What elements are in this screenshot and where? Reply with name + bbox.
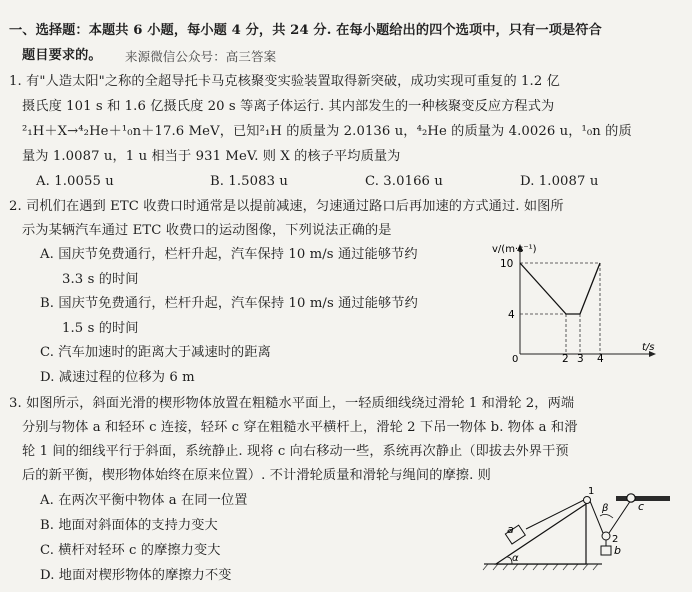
q1-line3: ²₁H＋X→⁴₂He＋¹₀n＋17.6 MeV，已知²₁H 的质量为 2.0136 u，⁴₂He 的质量为 4.0026 u，¹₀n 的质 — [22, 124, 632, 139]
ground-hatching — [483, 564, 598, 570]
q1-option-c: C. 3.0166 u — [365, 174, 443, 189]
q3-option-d: D. 地面对楔形物体的摩擦力不变 — [40, 568, 232, 583]
velocity-curve — [520, 263, 600, 314]
section-title-line1: 一、选择题：本题共 6 小题，每小题 4 分，共 24 分. 在每小题给出的四个选项中，只有一项是符合 — [9, 23, 602, 38]
q3-option-b: B. 地面对斜面体的支持力变大 — [40, 518, 218, 533]
q2-option-d: D. 减速过程的位移为 6 m — [40, 370, 195, 385]
q3-line4: 后的新平衡，楔形物体始终在原来位置）. 不计滑轮质量和滑轮与绳间的摩擦. 则 — [22, 468, 491, 483]
velocity-time-graph — [470, 238, 670, 362]
q2-option-c: C. 汽车加速时的距离大于减速时的距离 — [40, 345, 271, 360]
q1-option-b: B. 1.5083 u — [210, 174, 289, 189]
q3-option-c: C. 横杆对轻环 c 的摩擦力变大 — [40, 543, 221, 558]
wedge-pulley-figure — [482, 486, 682, 586]
q1-line1: 1. 有"人造太阳"之称的全超导托卡马克核聚变实验装置取得新突破，成功实现可重复的 1.2 亿 — [9, 74, 560, 89]
graph-xtick-2: 2 — [562, 353, 569, 362]
pulley-2 — [602, 532, 610, 540]
graph-ytick-10: 10 — [500, 258, 514, 270]
section-title-line2: 题目要求的。 — [22, 48, 102, 63]
q1-line2: 摄氏度 101 s 和 1.6 亿摄氏度 20 s 等离子体运行. 其内部发生的一种核聚变反应方程式为 — [22, 99, 555, 114]
label-c: c — [638, 500, 645, 513]
q2-line1: 2. 司机们在遇到 ETC 收费口时通常是以提前减速，匀速通过路口后再加速的方式通过. 如图所 — [9, 199, 564, 214]
graph-xtick-3: 3 — [577, 353, 584, 362]
q2-option-b-line2: 1.5 s 的时间 — [62, 321, 139, 336]
graph-xtick-4: 4 — [597, 353, 604, 362]
graph-ytick-4: 4 — [508, 309, 515, 321]
q2-option-a-line1: A. 国庆节免费通行，栏杆升起，汽车保持 10 m/s 通过能够节约 — [40, 247, 418, 262]
ring-c — [627, 494, 635, 502]
label-pulley-1: 1 — [588, 486, 595, 497]
q2-line2: 示为某辆汽车通过 ETC 收费口的运动图像，下列说法正确的是 — [22, 223, 392, 238]
block-b — [601, 546, 611, 555]
q1-option-d: D. 1.0087 u — [520, 174, 599, 189]
q3-line1: 3. 如图所示，斜面光滑的楔形物体放置在粗糙水平面上，一轻质细线绕过滑轮 1 和滑轮 2，两端 — [9, 396, 575, 411]
q2-option-b-line1: B. 国庆节免费通行，栏杆升起，汽车保持 10 m/s 通过能够节约 — [40, 296, 418, 311]
label-beta: β — [602, 503, 609, 514]
label-a: a — [507, 523, 514, 536]
q2-option-a-line2: 3.3 s 的时间 — [62, 272, 139, 287]
q3-line3: 轮 1 间的细线平行于斜面，系统静止. 现将 c 向右移动一些，系统再次静止（即拔去外界干预 — [22, 444, 569, 459]
label-alpha: α — [512, 553, 519, 564]
graph-xlabel: t/s — [642, 342, 655, 353]
q1-option-a: A. 1.0055 u — [36, 174, 114, 189]
pulley-1 — [584, 497, 591, 504]
string-pulley2-ring-c — [609, 500, 631, 533]
q1-line4: 量为 1.0087 u，1 u 相当于 931 MeV. 则 X 的核子平均质量为 — [22, 149, 401, 164]
q3-option-a: A. 在两次平衡中物体 a 在同一位置 — [40, 493, 248, 508]
label-b: b — [614, 544, 621, 557]
graph-origin: 0 — [512, 354, 519, 362]
angle-beta-arc — [600, 514, 613, 518]
label-pulley-2: 2 — [612, 534, 619, 545]
graph-ylabel: v/(m·s⁻¹) — [492, 244, 537, 255]
source-note: 来源微信公众号：高三答案 — [125, 49, 277, 64]
q3-line2: 分别与物体 a 和轻环 c 连接，轻环 c 穿在粗糙水平横杆上，滑轮 2 下吊一物体 b. 物体 a 和滑 — [22, 420, 578, 435]
